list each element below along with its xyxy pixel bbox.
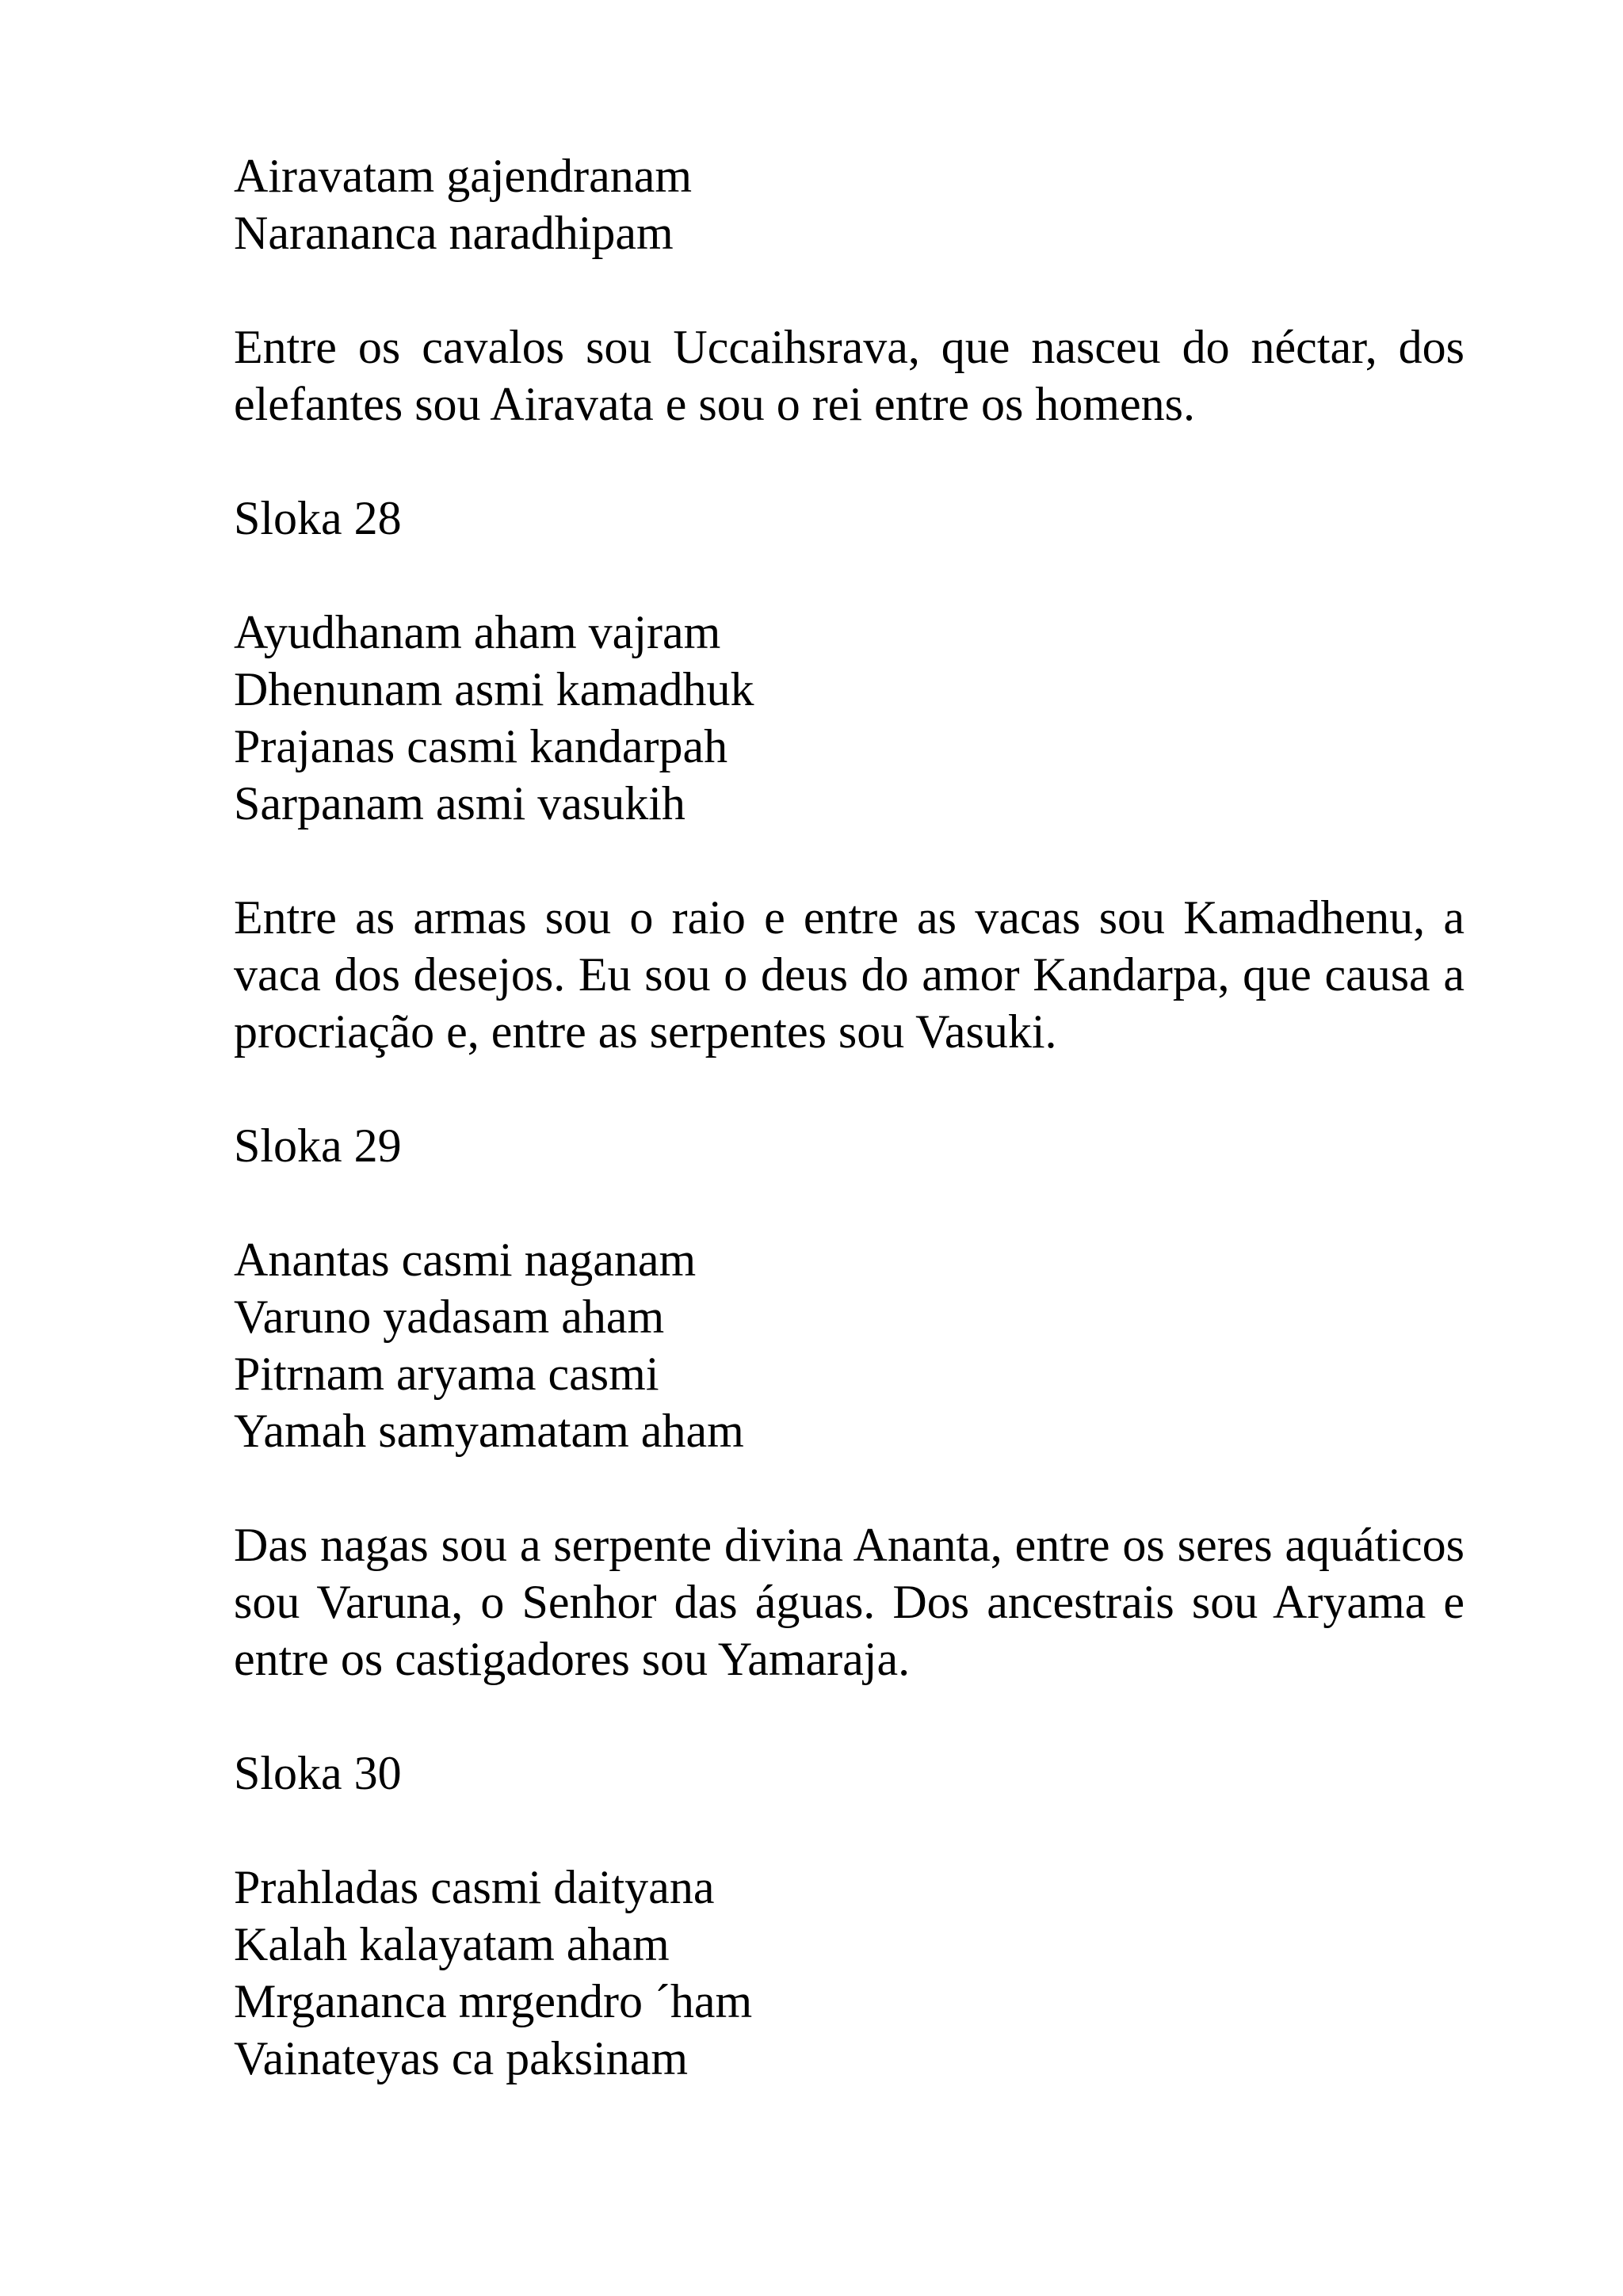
verse-27-continuation bbox=[234, 147, 1465, 261]
verse-line: Kalah kalayatam aham bbox=[234, 1918, 670, 1970]
sloka-29-heading: Sloka 29 bbox=[234, 1119, 402, 1172]
verse-line: Anantas casmi naganam bbox=[234, 1234, 697, 1286]
verse-line: Prahladas casmi daityana bbox=[234, 1861, 715, 1913]
verse-line: Airavatam gajendranam bbox=[234, 150, 693, 202]
sloka-28-translation: Entre as armas sou o raio e entre as vacas sou Kamadhenu, a vaca dos desejos. Eu sou o deus do amor Kandarpa, que causa a procriação e, entre as serpentes sou Vasuki. bbox=[234, 891, 1465, 1058]
sloka-28-verse bbox=[234, 604, 1465, 832]
sloka-30-verse bbox=[234, 1859, 1465, 2087]
translation-27: Entre os cavalos sou Uccaihsrava, que nasceu do néctar, dos elefantes sou Airavata e sou o rei entre os homens. bbox=[234, 321, 1465, 430]
verse-line: Varuno yadasam aham bbox=[234, 1291, 665, 1343]
verse-line: Sarpanam asmi vasukih bbox=[234, 777, 685, 830]
verse-line: Vainateyas ca paksinam bbox=[234, 2032, 689, 2084]
verse-line: Ayudhanam aham vajram bbox=[234, 606, 721, 658]
verse-line: Dhenunam asmi kamadhuk bbox=[234, 663, 754, 715]
verse-line: Narananca naradhipam bbox=[234, 207, 674, 259]
sloka-30-heading: Sloka 30 bbox=[234, 1747, 402, 1799]
verse-line: Pitrnam aryama casmi bbox=[234, 1348, 659, 1400]
sloka-29-verse bbox=[234, 1231, 1465, 1459]
verse-line: Yamah samyamatam aham bbox=[234, 1405, 744, 1457]
verse-line: Mrgananca mrgendro ´ham bbox=[234, 1975, 753, 2027]
sloka-29-translation: Das nagas sou a serpente divina Ananta, entre os seres aquáticos sou Varuna, o Senhor das águas. Dos ancestrais sou Aryama e entre os castigadores sou Yamaraja. bbox=[234, 1519, 1465, 1685]
sloka-28-heading: Sloka 28 bbox=[234, 492, 402, 544]
verse-line: Prajanas casmi kandarpah bbox=[234, 720, 728, 772]
page-content bbox=[234, 147, 1465, 2087]
